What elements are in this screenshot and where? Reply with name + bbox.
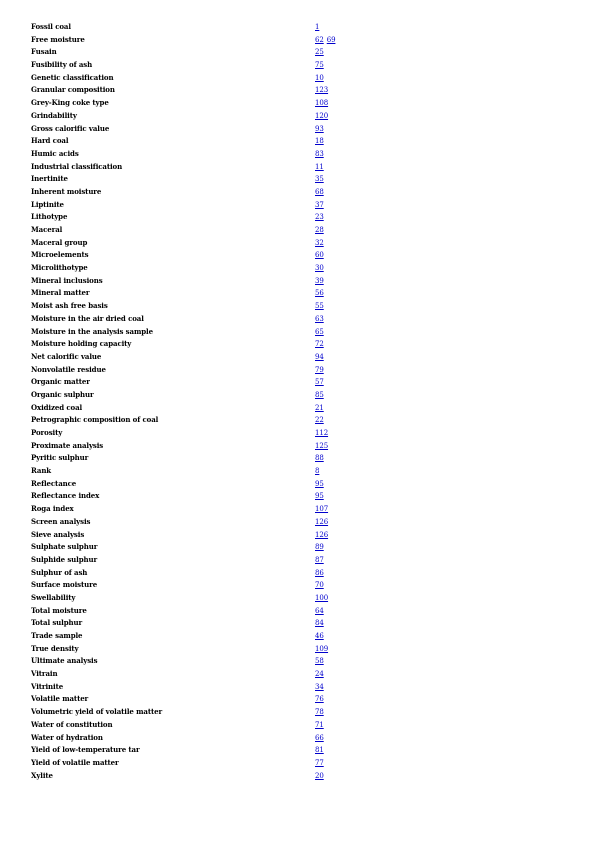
index-page-refs xyxy=(315,376,327,389)
index-entry xyxy=(31,427,571,440)
index-page-refs xyxy=(315,617,327,630)
index-term: Inherent moisture xyxy=(31,186,102,196)
index-page-refs xyxy=(315,693,327,706)
index-page-refs xyxy=(315,224,327,237)
index-term: Reflectance xyxy=(31,478,77,488)
index-entry xyxy=(31,237,571,250)
index-page-refs xyxy=(315,529,331,542)
page-link[interactable]: 125 xyxy=(315,441,329,450)
index-entry xyxy=(31,757,571,770)
index-term: Mineral inclusions xyxy=(31,275,103,285)
index-term: Ultimate analysis xyxy=(31,656,98,666)
index-entry xyxy=(31,402,571,415)
index-term: Nonvolatile residue xyxy=(31,364,106,374)
index-entry xyxy=(31,262,571,275)
index-entry xyxy=(31,414,571,427)
index-term: Grindability xyxy=(31,110,77,120)
index-entry xyxy=(31,224,571,237)
page-link[interactable]: 58 xyxy=(315,657,324,666)
index-term: Xylite xyxy=(31,770,53,780)
index-page-refs xyxy=(315,161,327,174)
index-entry xyxy=(31,693,571,706)
index-entry xyxy=(31,516,571,529)
index-term: Humic acids xyxy=(31,148,79,158)
page-link[interactable]: 85 xyxy=(315,390,324,399)
index-term: Sulphide sulphur xyxy=(31,554,98,564)
index-page-refs xyxy=(315,592,331,605)
index-page-refs xyxy=(315,262,327,275)
index-entry xyxy=(31,529,571,542)
page-link[interactable]: 77 xyxy=(315,758,324,767)
index-entry xyxy=(31,541,571,554)
index-page-refs xyxy=(315,287,327,300)
page-link[interactable]: 28 xyxy=(315,226,324,234)
index-entry xyxy=(31,110,571,123)
index-entry xyxy=(31,275,571,288)
page-link[interactable]: 68 xyxy=(315,187,324,196)
page-link[interactable]: 75 xyxy=(315,61,324,70)
index-term: True density xyxy=(31,643,79,653)
index-entry xyxy=(31,123,571,136)
index-entry xyxy=(31,59,571,72)
index-entry xyxy=(31,681,571,694)
page-link[interactable]: 37 xyxy=(315,200,324,209)
index-term: Inertinite xyxy=(31,174,68,184)
index-term: Organic sulphur xyxy=(31,389,94,399)
index-page-refs xyxy=(315,630,327,643)
index-term: Organic matter xyxy=(31,377,90,387)
index-entry xyxy=(31,630,571,643)
page-link[interactable]: 35 xyxy=(315,175,324,184)
page-link[interactable]: 60 xyxy=(315,251,324,260)
page-link[interactable]: 126 xyxy=(315,517,329,526)
index-page-refs xyxy=(315,249,327,262)
index-entry xyxy=(31,503,571,516)
index-entry xyxy=(31,554,571,567)
index-page-refs xyxy=(315,719,327,732)
page-link[interactable]: 23 xyxy=(315,213,324,222)
index-page-refs xyxy=(315,173,327,186)
index-page-refs xyxy=(315,186,327,199)
index-page-refs xyxy=(315,237,327,250)
page-link[interactable]: 72 xyxy=(315,340,324,349)
index-term: Moisture in the analysis sample xyxy=(31,326,153,336)
page-link[interactable]: 81 xyxy=(315,746,324,755)
page-link[interactable]: 83 xyxy=(315,149,324,158)
index-page-refs xyxy=(315,34,338,47)
page-link[interactable]: 56 xyxy=(315,289,324,298)
page-link[interactable]: 95 xyxy=(315,492,324,501)
index-term: Moisture holding capacity xyxy=(31,339,132,349)
index-entry xyxy=(31,579,571,592)
index-page-refs xyxy=(315,135,327,148)
index-term: Fusibility of ash xyxy=(31,60,93,70)
page-link[interactable]: 18 xyxy=(315,137,324,146)
index-term: Petrographic composition of coal xyxy=(31,415,159,425)
index-term: Total sulphur xyxy=(31,618,83,628)
page-link[interactable]: 89 xyxy=(315,543,324,552)
index-entry xyxy=(31,135,571,148)
index-page-refs xyxy=(315,655,327,668)
index-term: Grey-King coke type xyxy=(31,98,109,108)
index-entry xyxy=(31,732,571,745)
index-term: Oxidized coal xyxy=(31,402,83,412)
index-page-refs xyxy=(315,503,331,516)
page-link[interactable]: 1 xyxy=(315,23,320,31)
index-term: Water of hydration xyxy=(31,732,103,742)
index-term: Hard coal xyxy=(31,136,69,146)
page-link[interactable]: 66 xyxy=(315,733,324,742)
index-page-refs xyxy=(315,452,327,465)
page-link[interactable]: 10 xyxy=(315,73,324,82)
index-page-refs xyxy=(315,681,327,694)
index-term: Microlithotype xyxy=(31,263,88,273)
index-term: Sulphate sulphur xyxy=(31,542,98,552)
index-term: Maceral xyxy=(31,225,63,234)
index-page-refs xyxy=(315,541,327,554)
page-link[interactable]: 8 xyxy=(315,467,320,476)
index-term: Pyritic sulphur xyxy=(31,453,89,463)
index-page-refs xyxy=(315,59,327,72)
index-page-refs xyxy=(315,46,327,59)
index-term: Industrial classification xyxy=(31,161,123,171)
index-page-refs xyxy=(315,313,327,326)
page-link[interactable]: 25 xyxy=(315,48,324,57)
index-entry xyxy=(31,376,571,389)
index-term: Surface moisture xyxy=(31,580,98,590)
page-link[interactable]: 30 xyxy=(315,264,324,273)
index-page-refs xyxy=(315,567,327,580)
index-entry xyxy=(31,97,571,110)
index-entry xyxy=(31,668,571,681)
index-term: Fossil coal xyxy=(31,22,71,31)
index-entry xyxy=(31,744,571,757)
index-entry xyxy=(31,567,571,580)
index-page-refs xyxy=(315,389,327,402)
index-term: Vitrinite xyxy=(31,681,64,691)
index-page-refs xyxy=(315,732,327,745)
page-link[interactable]: 70 xyxy=(315,581,324,590)
page-link[interactable]: 69 xyxy=(326,35,336,44)
index-entry xyxy=(31,34,571,47)
index-page-refs xyxy=(315,440,331,453)
index-term: Screen analysis xyxy=(31,516,91,526)
index-term: Water of constitution xyxy=(31,719,113,729)
index-entry xyxy=(31,173,571,186)
page-link[interactable]: 94 xyxy=(315,352,324,361)
index-page-refs xyxy=(315,84,331,97)
page-link[interactable]: 78 xyxy=(315,708,324,717)
index-page-refs xyxy=(315,490,327,503)
index-term: Total moisture xyxy=(31,605,87,615)
page-link[interactable]: 126 xyxy=(315,530,329,539)
index-entry xyxy=(31,770,571,783)
index-entry xyxy=(31,706,571,719)
index-term: Roga index xyxy=(31,504,74,514)
index-entry xyxy=(31,313,571,326)
index-term: Gross calorific value xyxy=(31,123,110,133)
page-link[interactable]: 112 xyxy=(315,429,329,437)
index-term: Maceral group xyxy=(31,237,88,247)
index-page-refs xyxy=(315,554,327,567)
index-entry xyxy=(31,84,571,97)
index-page-refs xyxy=(315,364,327,377)
index-entry xyxy=(31,249,571,262)
page-link[interactable]: 108 xyxy=(315,99,329,108)
page-link[interactable]: 22 xyxy=(315,416,324,425)
index-page-refs xyxy=(315,744,327,757)
index-entry xyxy=(31,440,571,453)
index-page-refs xyxy=(315,110,331,123)
index-entry xyxy=(31,186,571,199)
index-entry xyxy=(31,326,571,339)
page-link[interactable]: 86 xyxy=(315,568,324,577)
index-entry xyxy=(31,287,571,300)
index-term: Mineral matter xyxy=(31,288,90,298)
index-term: Trade sample xyxy=(31,631,83,640)
page-link[interactable]: 62 xyxy=(315,35,324,44)
index-term: Lithotype xyxy=(31,212,68,222)
index-entry xyxy=(31,300,571,313)
index-term: Swellability xyxy=(31,592,76,602)
page-link[interactable]: 84 xyxy=(315,619,324,628)
page-link[interactable]: 71 xyxy=(315,720,324,729)
index-page-refs xyxy=(315,770,327,783)
index-term: Sieve analysis xyxy=(31,529,85,539)
page-link[interactable]: 39 xyxy=(315,276,324,285)
page-link[interactable]: 63 xyxy=(315,314,324,323)
index-page-refs xyxy=(315,516,331,529)
index-term: Granular composition xyxy=(31,85,115,95)
index-term: Rank xyxy=(31,466,52,476)
index-page-refs xyxy=(315,351,327,364)
index-page-refs xyxy=(315,72,327,85)
index-term: Liptinite xyxy=(31,199,64,209)
index-entry xyxy=(31,478,571,491)
index-page-refs xyxy=(315,706,327,719)
page-link[interactable]: 64 xyxy=(315,606,324,615)
index-term: Moist ash free basis xyxy=(31,301,108,311)
page-link[interactable]: 100 xyxy=(315,593,329,602)
index-page-refs xyxy=(315,668,327,681)
page-link[interactable]: 79 xyxy=(315,365,324,374)
index-term: Vitrain xyxy=(31,669,58,679)
index-page-refs xyxy=(315,199,327,212)
index-term: Fusain xyxy=(31,47,57,57)
index-entry xyxy=(31,490,571,503)
index-page-refs xyxy=(315,338,327,351)
index-entry xyxy=(31,617,571,630)
index-page-refs xyxy=(315,300,327,313)
page-link[interactable]: 32 xyxy=(315,238,324,247)
index-term: Reflectance index xyxy=(31,491,100,501)
page-link[interactable]: 65 xyxy=(315,327,324,336)
index-term: Net calorific value xyxy=(31,351,102,361)
page-link[interactable]: 109 xyxy=(315,644,329,653)
page-link[interactable]: 87 xyxy=(315,555,324,564)
index-entry xyxy=(31,655,571,668)
index-page-refs xyxy=(315,757,327,770)
index-term: Porosity xyxy=(31,428,63,437)
index-term: Genetic classification xyxy=(31,72,114,82)
index-entry xyxy=(31,338,571,351)
index-entry xyxy=(31,719,571,732)
index-entry xyxy=(31,389,571,402)
index-page-refs xyxy=(315,414,327,427)
index-page-refs xyxy=(315,605,327,618)
index-entry xyxy=(31,452,571,465)
page-link[interactable]: 55 xyxy=(315,302,324,311)
index-entry xyxy=(31,199,571,212)
index-page-refs xyxy=(315,427,331,440)
index-page-refs xyxy=(315,643,331,656)
page-link[interactable]: 57 xyxy=(315,378,324,387)
index-term: Sulphur of ash xyxy=(31,567,88,577)
index-term: Microelements xyxy=(31,250,89,260)
page-link[interactable]: 24 xyxy=(315,670,324,679)
index-term: Yield of low-temperature tar xyxy=(31,745,140,755)
page-link[interactable]: 34 xyxy=(315,682,324,691)
index-page-refs xyxy=(315,402,327,415)
index-page-refs xyxy=(315,326,327,339)
index-page-refs xyxy=(315,465,322,478)
index-entry xyxy=(31,148,571,161)
index-page-refs xyxy=(315,148,327,161)
index-entry xyxy=(31,592,571,605)
page-link[interactable]: 11 xyxy=(315,162,324,171)
index-list xyxy=(31,21,571,782)
index-term: Volatile matter xyxy=(31,694,89,704)
index-term: Yield of volatile matter xyxy=(31,757,119,767)
index-page-refs xyxy=(315,211,327,224)
page-link[interactable]: 107 xyxy=(315,505,329,514)
page-link[interactable]: 46 xyxy=(315,632,324,640)
index-entry xyxy=(31,21,571,34)
index-page-refs xyxy=(315,21,322,34)
page-link[interactable]: 88 xyxy=(315,454,324,463)
index-entry xyxy=(31,364,571,377)
index-entry xyxy=(31,46,571,59)
page-link[interactable]: 123 xyxy=(315,86,329,95)
index-term: Volumetric yield of volatile matter xyxy=(31,707,163,717)
index-page-refs xyxy=(315,123,327,136)
index-page-refs xyxy=(315,275,327,288)
index-entry xyxy=(31,351,571,364)
index-term: Proximate analysis xyxy=(31,440,104,450)
index-entry xyxy=(31,72,571,85)
index-term: Free moisture xyxy=(31,34,85,44)
index-page-refs xyxy=(315,579,327,592)
index-entry xyxy=(31,605,571,618)
page-link[interactable]: 76 xyxy=(315,695,324,704)
index-entry xyxy=(31,643,571,656)
page-link[interactable]: 120 xyxy=(315,111,329,120)
index-entry xyxy=(31,465,571,478)
page-link[interactable]: 21 xyxy=(315,403,324,412)
page-link[interactable]: 93 xyxy=(315,124,324,133)
page-link[interactable]: 20 xyxy=(315,771,324,780)
index-page-refs xyxy=(315,97,331,110)
index-term: Moisture in the air dried coal xyxy=(31,313,144,323)
page-link[interactable]: 95 xyxy=(315,479,324,488)
index-page-refs xyxy=(315,478,327,491)
index-entry xyxy=(31,161,571,174)
index-entry xyxy=(31,211,571,224)
